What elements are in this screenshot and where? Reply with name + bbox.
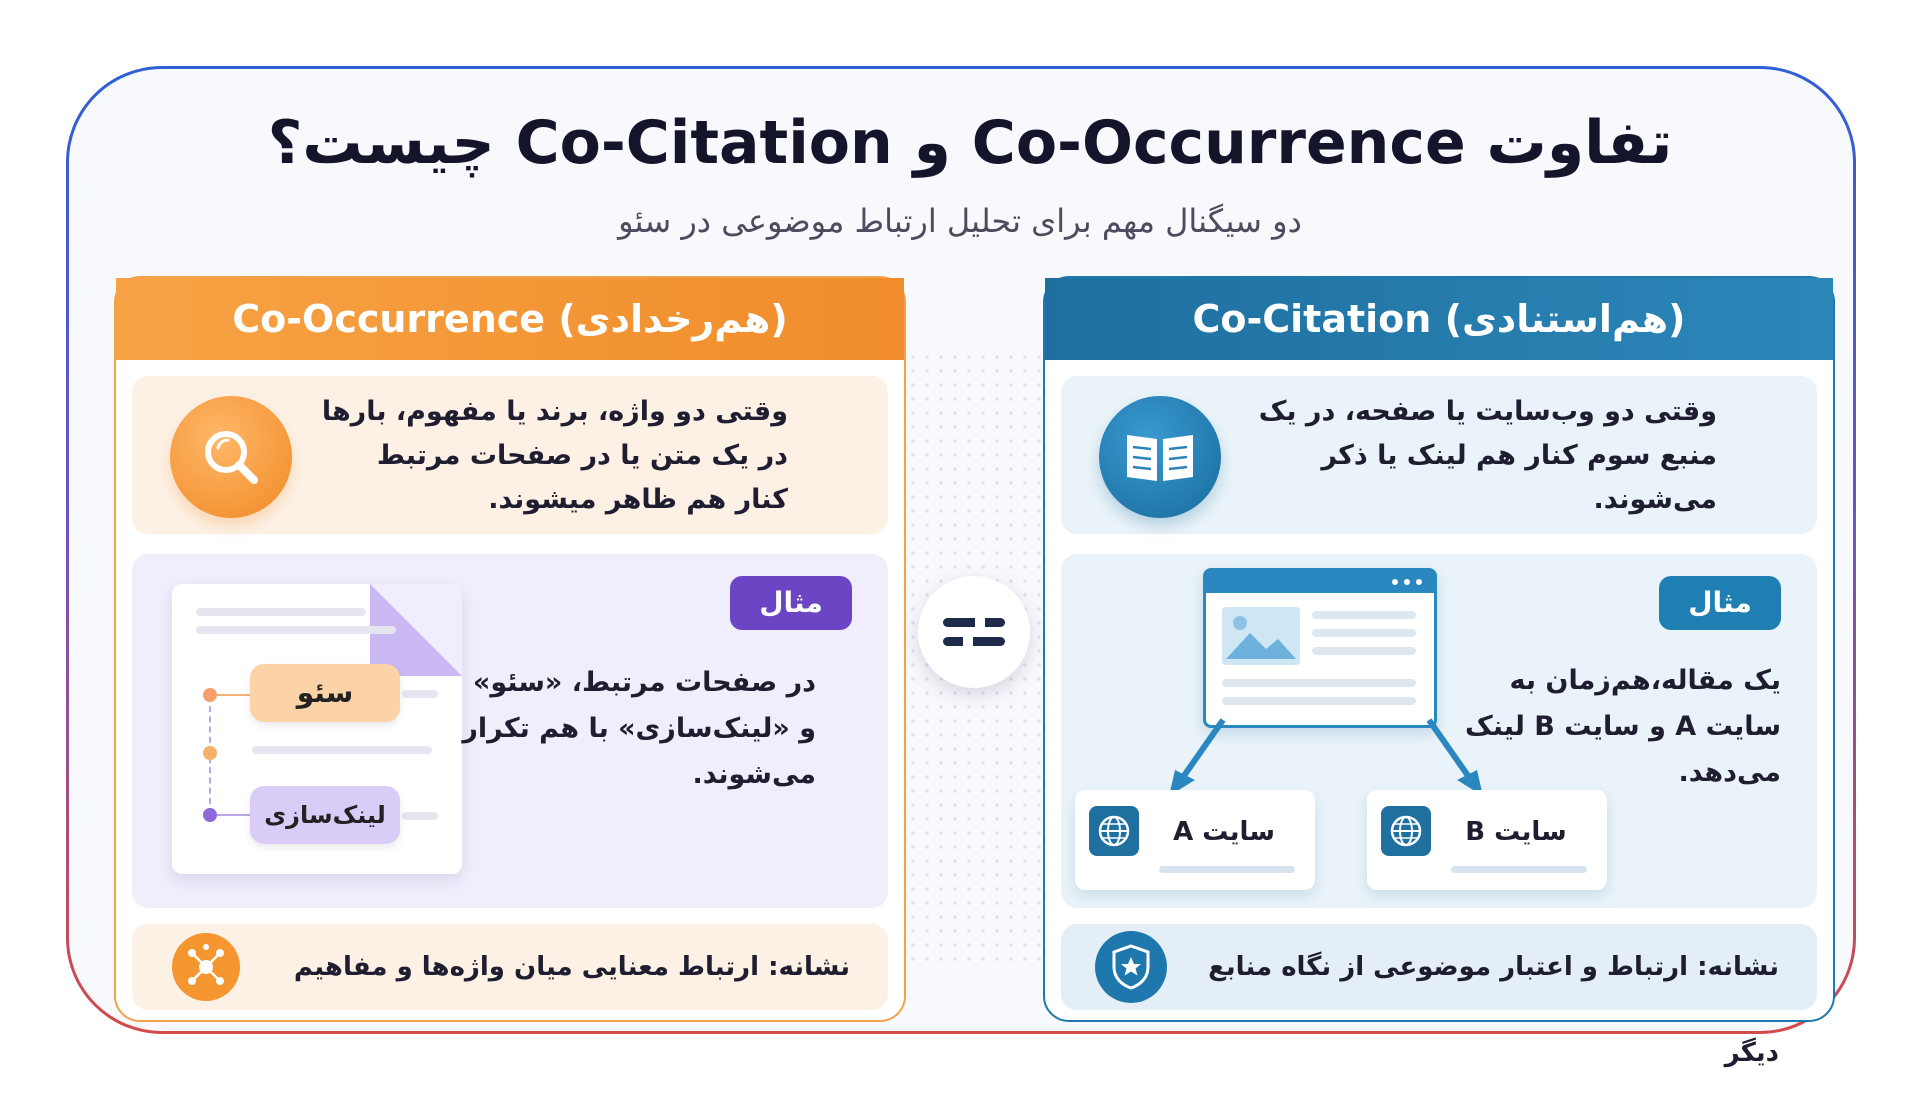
page-title: تفاوت Co-Occurrence و Co-Citation چیست؟ xyxy=(267,108,1673,178)
connector-dot xyxy=(203,808,217,822)
shield-star-icon xyxy=(1095,931,1167,1003)
co-occurrence-panel xyxy=(114,276,906,1022)
co-occurrence-title: Co-Occurrence (هم‌رخدادی) xyxy=(116,278,904,360)
site-b-card xyxy=(1367,790,1607,890)
co-occurrence-signal-text: نشانه: ارتباط معنایی میان واژه‌ها و مفاهیم xyxy=(293,952,850,982)
co-citation-signal-text: نشانه: ارتباط و اعتبار موضوعی از نگاه منابع دیگر xyxy=(1208,952,1779,1068)
document-illustration xyxy=(172,584,462,874)
co-occurrence-definition-card xyxy=(132,376,888,534)
site-a-label: سایت A xyxy=(1173,817,1275,847)
co-citation-definition: وقتی دو وب‌سایت یا صفحه، در یک منبع سوم کنار هم لینک یا ذکر می‌شوند. xyxy=(1258,396,1717,515)
not-equal-icon xyxy=(918,576,1030,688)
site-text-line xyxy=(1451,866,1587,873)
browser-title-bar xyxy=(1206,571,1434,593)
image-placeholder-icon xyxy=(1206,593,1434,725)
book-icon xyxy=(1099,396,1221,518)
co-citation-title: Co-Citation (هم‌استنادی) xyxy=(1045,278,1833,360)
co-citation-example-card xyxy=(1061,554,1817,908)
doc-line xyxy=(196,626,396,634)
co-citation-example-text: یک مقاله،هم‌زمان به سایت A و سایت B لینک می‌دهد. xyxy=(1465,665,1781,788)
site-b-label: سایت B xyxy=(1465,817,1567,847)
co-occurrence-definition: وقتی دو واژه، برند یا مفهوم، بارها در یک متن یا در صفحات مرتبط کنار هم ظاهر میشوند. xyxy=(321,396,788,515)
co-occurrence-example-card xyxy=(132,554,888,908)
co-citation-panel xyxy=(1043,276,1835,1068)
connector-dot xyxy=(203,746,217,760)
example-badge: مثال xyxy=(1659,576,1781,630)
co-occurrence-example-text: در صفحات مرتبط، «سئو» و «لینک‌سازی» با هم تکرار می‌شوند. xyxy=(462,667,816,790)
doc-line xyxy=(402,690,438,698)
example-badge: مثال xyxy=(730,576,852,630)
co-citation-signal-card xyxy=(1061,924,1817,1068)
site-text-line xyxy=(1159,866,1295,873)
co-citation-definition-card xyxy=(1061,376,1817,534)
co-occurrence-signal-card xyxy=(132,924,888,1010)
article-browser-window xyxy=(1203,568,1437,728)
doc-line xyxy=(402,812,438,820)
globe-icon xyxy=(1089,806,1139,856)
keyword-chip-seo: سئو xyxy=(250,664,400,722)
globe-icon xyxy=(1381,806,1431,856)
network-icon xyxy=(172,933,240,1001)
page-subtitle: دو سیگنال مهم برای تحلیل ارتباط موضوعی در سئو xyxy=(618,202,1302,240)
site-a-card xyxy=(1075,790,1315,890)
magnifier-icon xyxy=(170,396,292,518)
connector-dot xyxy=(203,688,217,702)
keyword-chip-link-building: لینک‌سازی xyxy=(250,786,400,844)
doc-line xyxy=(196,608,366,616)
doc-line xyxy=(252,746,432,754)
